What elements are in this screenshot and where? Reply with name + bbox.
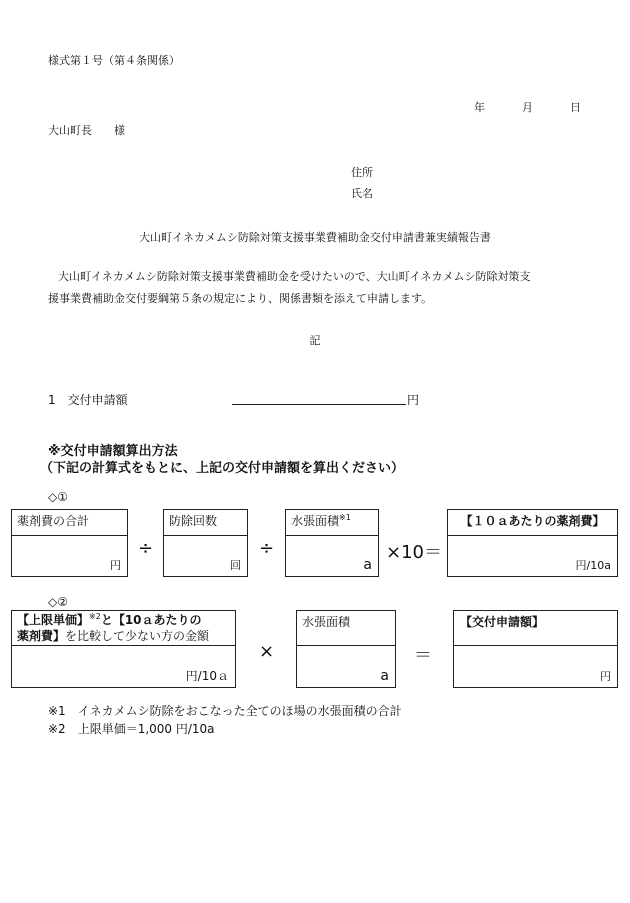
ki-marker: 記 — [309, 334, 321, 347]
date-month: 月 — [522, 101, 533, 114]
footnote-2: ※2 上限単価＝1,000 円/10a — [48, 722, 215, 736]
method-note: （下記の計算式をもとに、上記の交付申請額を算出ください） — [40, 461, 405, 476]
calc1-box-spray-count — [163, 509, 248, 577]
calc1-box-paddy-area — [285, 509, 379, 577]
calc1-box2-label: 防除回数 — [169, 514, 218, 528]
calc1-box3-unit: a — [363, 557, 372, 573]
calc2-box1-label-c: 薬剤費】 — [17, 629, 66, 643]
calc2-box2-unit: a — [380, 668, 389, 684]
method-heading: ※交付申請額算出方法 — [48, 444, 178, 459]
name-label: 氏名 — [351, 187, 373, 200]
calc2-marker: ◇② — [48, 595, 68, 609]
calc2-box-paddy-area — [296, 610, 396, 688]
calc1-op-divide-2: ÷ — [259, 538, 275, 559]
calc1-box1-label: 薬剤費の合計 — [17, 514, 90, 528]
calc1-box3-label: 水張面積 — [291, 514, 340, 528]
calc1-box4-unit: 円/10a — [575, 559, 611, 572]
amount-blank-line — [232, 404, 406, 405]
calc2-box1-label-b: と【10ａあたりの — [100, 613, 202, 627]
calc2-op-equals: ＝ — [414, 645, 432, 666]
form-number: 様式第１号（第４条関係） — [48, 54, 180, 67]
calc1-box-drug-total — [11, 509, 128, 577]
calc2-box1-footnote-mark: ※2 — [89, 612, 101, 621]
body-line-1: 大山町イネカメムシ防除対策支援事業費補助金を受けたいので、大山町イネカメムシ防除対策支 — [58, 270, 531, 283]
item1-label: 1 交付申請額 — [48, 393, 128, 407]
calc2-op-times: × — [259, 641, 275, 662]
calc2-box3-unit: 円 — [600, 670, 611, 683]
body-line-2: 援事業費補助金交付要綱第５条の規定により、関係書類を添えて申請します。 — [48, 292, 433, 305]
calc2-box1-label-d: を比較して少ない方の金額 — [65, 629, 210, 643]
calc1-marker: ◇① — [48, 490, 68, 504]
date-year: 年 — [474, 101, 485, 114]
calc1-op-divide-1: ÷ — [138, 538, 154, 559]
calc2-box1-label-a: 【上限単価】 — [17, 613, 90, 627]
footnote-1: ※1 イネカメムシ防除をおこなった全てのほ場の水張面積の合計 — [48, 704, 402, 718]
document-title: 大山町イネカメムシ防除対策支援事業費補助金交付申請書兼実績報告書 — [139, 231, 491, 244]
calc2-box1-unit: 円/10ａ — [185, 669, 229, 683]
address-label: 住所 — [351, 166, 373, 179]
calc1-op-times-ten: ×10＝ — [386, 542, 442, 563]
calc2-box-application-amount — [453, 610, 618, 688]
calc2-box2-label: 水張面積 — [302, 615, 351, 629]
date-day: 日 — [570, 101, 581, 114]
calc1-box4-label: 【１０ａあたりの薬剤費】 — [460, 514, 605, 528]
calc1-box1-unit: 円 — [110, 559, 121, 572]
item1-unit: 円 — [407, 393, 420, 407]
calc1-box-cost-per-10a — [447, 509, 618, 577]
calc1-box3-footnote-mark: ※1 — [339, 513, 351, 522]
calc2-box-lesser-amount — [11, 610, 236, 688]
calc1-box2-unit: 回 — [230, 559, 241, 572]
calc2-box3-label: 【交付申請額】 — [460, 615, 545, 629]
addressee: 大山町長 様 — [48, 124, 125, 137]
